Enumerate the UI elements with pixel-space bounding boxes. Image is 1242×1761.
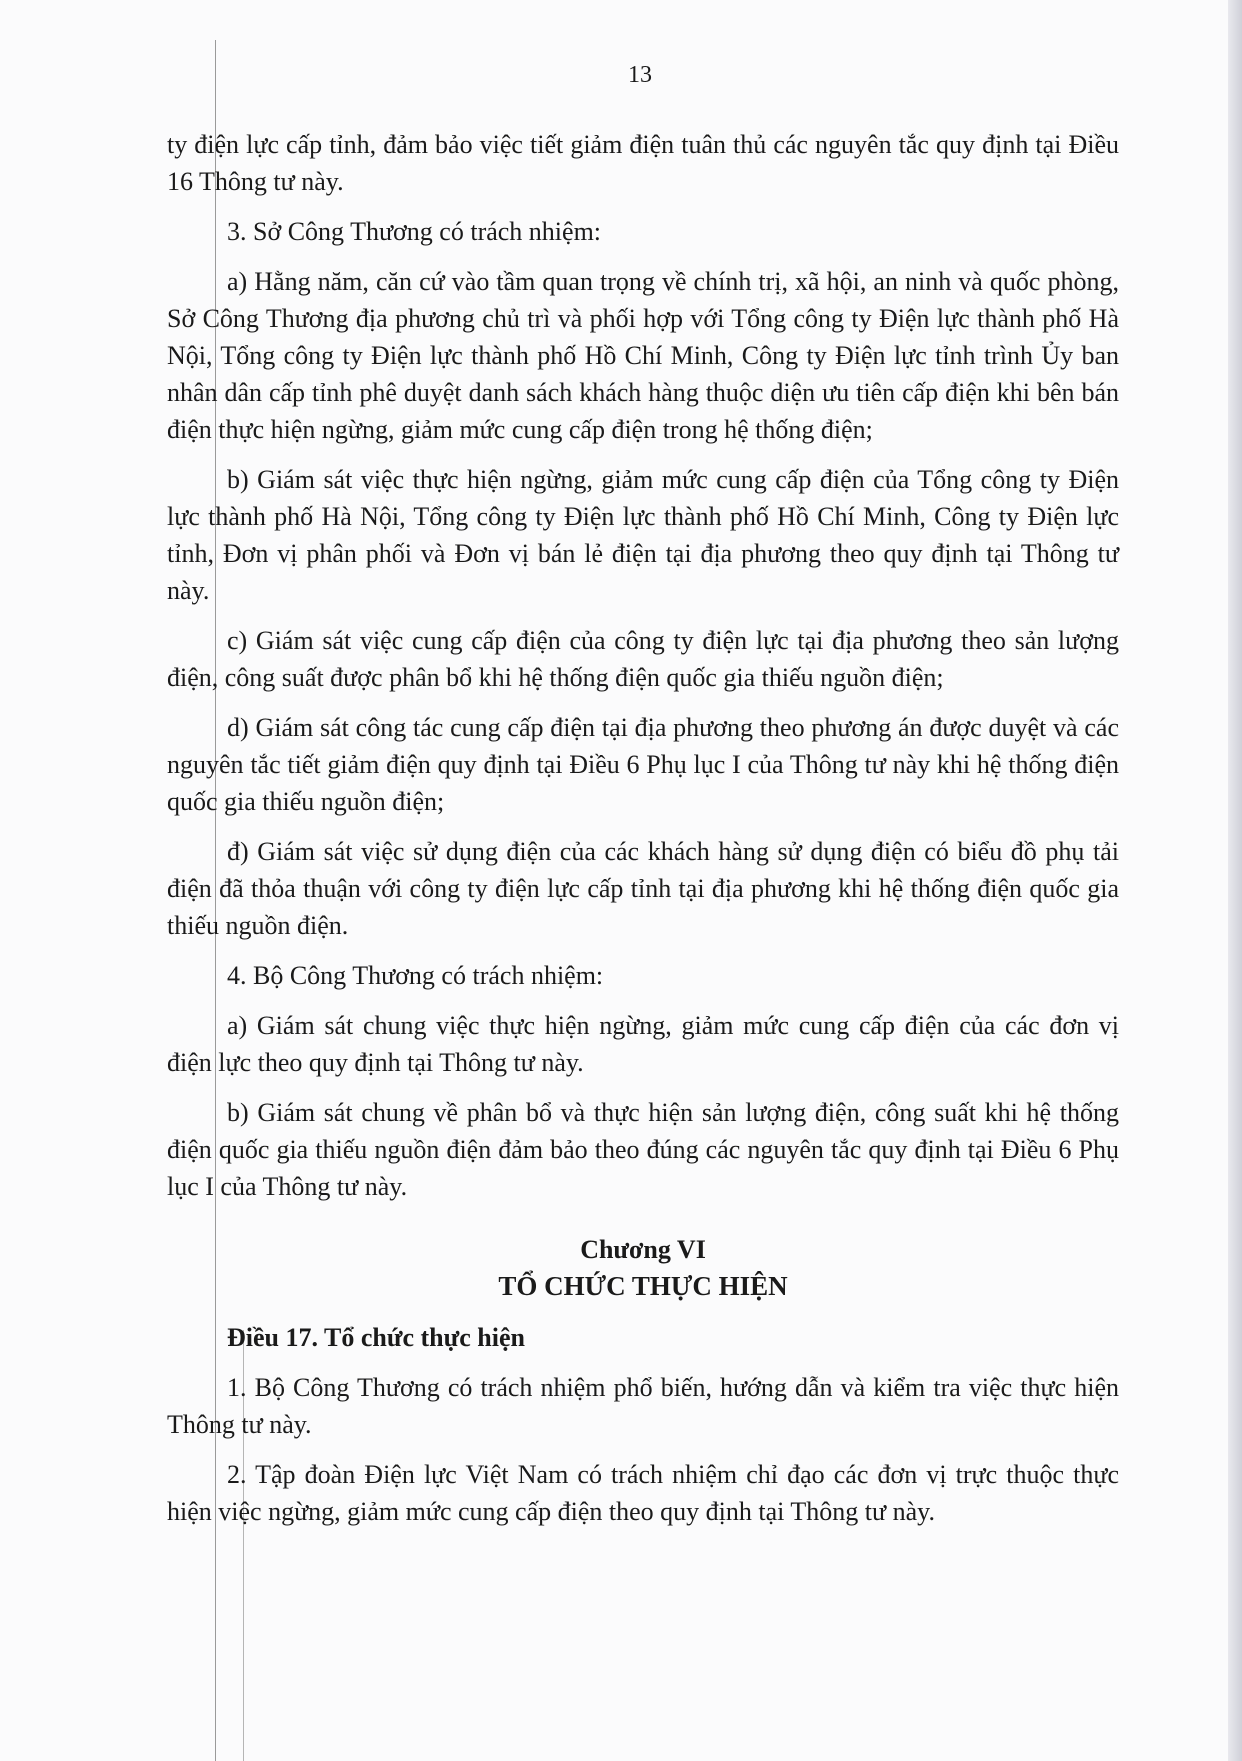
page-edge-shadow (1228, 0, 1242, 1761)
article-clause-1: 1. Bộ Công Thương có trách nhiệm phổ biến, hướng dẫn và kiểm tra việc thực hiện Thông tư này. (167, 1373, 1119, 1439)
paragraph-clause-3a: a) Hằng năm, căn cứ vào tầm quan trọng về chính trị, xã hội, an ninh và quốc phòng, Sở Công Thương địa phương chủ trì và phối hợp với Tổng công ty Điện lực thành phố Hà Nội, Tổng công ty Điện lực thành phố Hồ Chí Minh, Công ty Điện lực tỉnh trình Ủy ban nhân dân cấp tỉnh phê duyệt danh sách khách hàng thuộc diện ưu tiên cấp điện khi bên bán điện thực hiện ngừng, giảm mức cung cấp điện trong hệ thống điện; (167, 267, 1119, 444)
paragraph-clause-4a: a) Giám sát chung việc thực hiện ngừng, giảm mức cung cấp điện của các đơn vị điện lực theo quy định tại Thông tư này. (167, 1011, 1119, 1077)
chapter-title: TỔ CHỨC THỰC HIỆN (498, 1271, 788, 1301)
paragraph-clause-3dd: đ) Giám sát việc sử dụng điện của các khách hàng sử dụng điện có biểu đồ phụ tải điện đã thỏa thuận với công ty điện lực cấp tỉnh tại địa phương khi hệ thống điện quốc gia thiếu nguồn điện. (167, 837, 1119, 940)
article-clause-2: 2. Tập đoàn Điện lực Việt Nam có trách nhiệm chỉ đạo các đơn vị trực thuộc thực hiện việc ngừng, giảm mức cung cấp điện theo quy định tại Thông tư này. (167, 1460, 1119, 1526)
paragraph-clause-4: 4. Bộ Công Thương có trách nhiệm: (227, 961, 604, 990)
paragraph-continuation: ty điện lực cấp tỉnh, đảm bảo việc tiết giảm điện tuân thủ các nguyên tắc quy định tại Điều 16 Thông tư này. (167, 130, 1119, 196)
paragraph-clause-4b: b) Giám sát chung về phân bổ và thực hiện sản lượng điện, công suất khi hệ thống điện quốc gia thiếu nguồn điện đảm bảo theo đúng các nguyên tắc quy định tại Điều 6 Phụ lục I của Thông tư này. (167, 1098, 1119, 1201)
paragraph-clause-3b: b) Giám sát việc thực hiện ngừng, giảm mức cung cấp điện của Tổng công ty Điện lực thành phố Hà Nội, Tổng công ty Điện lực thành phố Hồ Chí Minh, Công ty Điện lực tỉnh, Đơn vị phân phối và Đơn vị bán lẻ điện tại địa phương theo quy định tại Thông tư này. (167, 465, 1119, 605)
chapter-label: Chương VI (580, 1235, 706, 1264)
paragraph-clause-3c: c) Giám sát việc cung cấp điện của công ty điện lực tại địa phương theo sản lượng điện, công suất được phân bổ khi hệ thống điện quốc gia thiếu nguồn điện; (167, 626, 1119, 692)
article-heading: Điều 17. Tổ chức thực hiện (227, 1323, 525, 1352)
document-body (167, 126, 1119, 1543)
paragraph-clause-3d: d) Giám sát công tác cung cấp điện tại địa phương theo phương án được duyệt và các nguyên tắc tiết giảm điện quy định tại Điều 6 Phụ lục I của Thông tư này khi hệ thống điện quốc gia thiếu nguồn điện; (167, 713, 1119, 816)
paragraph-clause-3: 3. Sở Công Thương có trách nhiệm: (227, 217, 602, 246)
page-number: 13 (628, 62, 652, 88)
